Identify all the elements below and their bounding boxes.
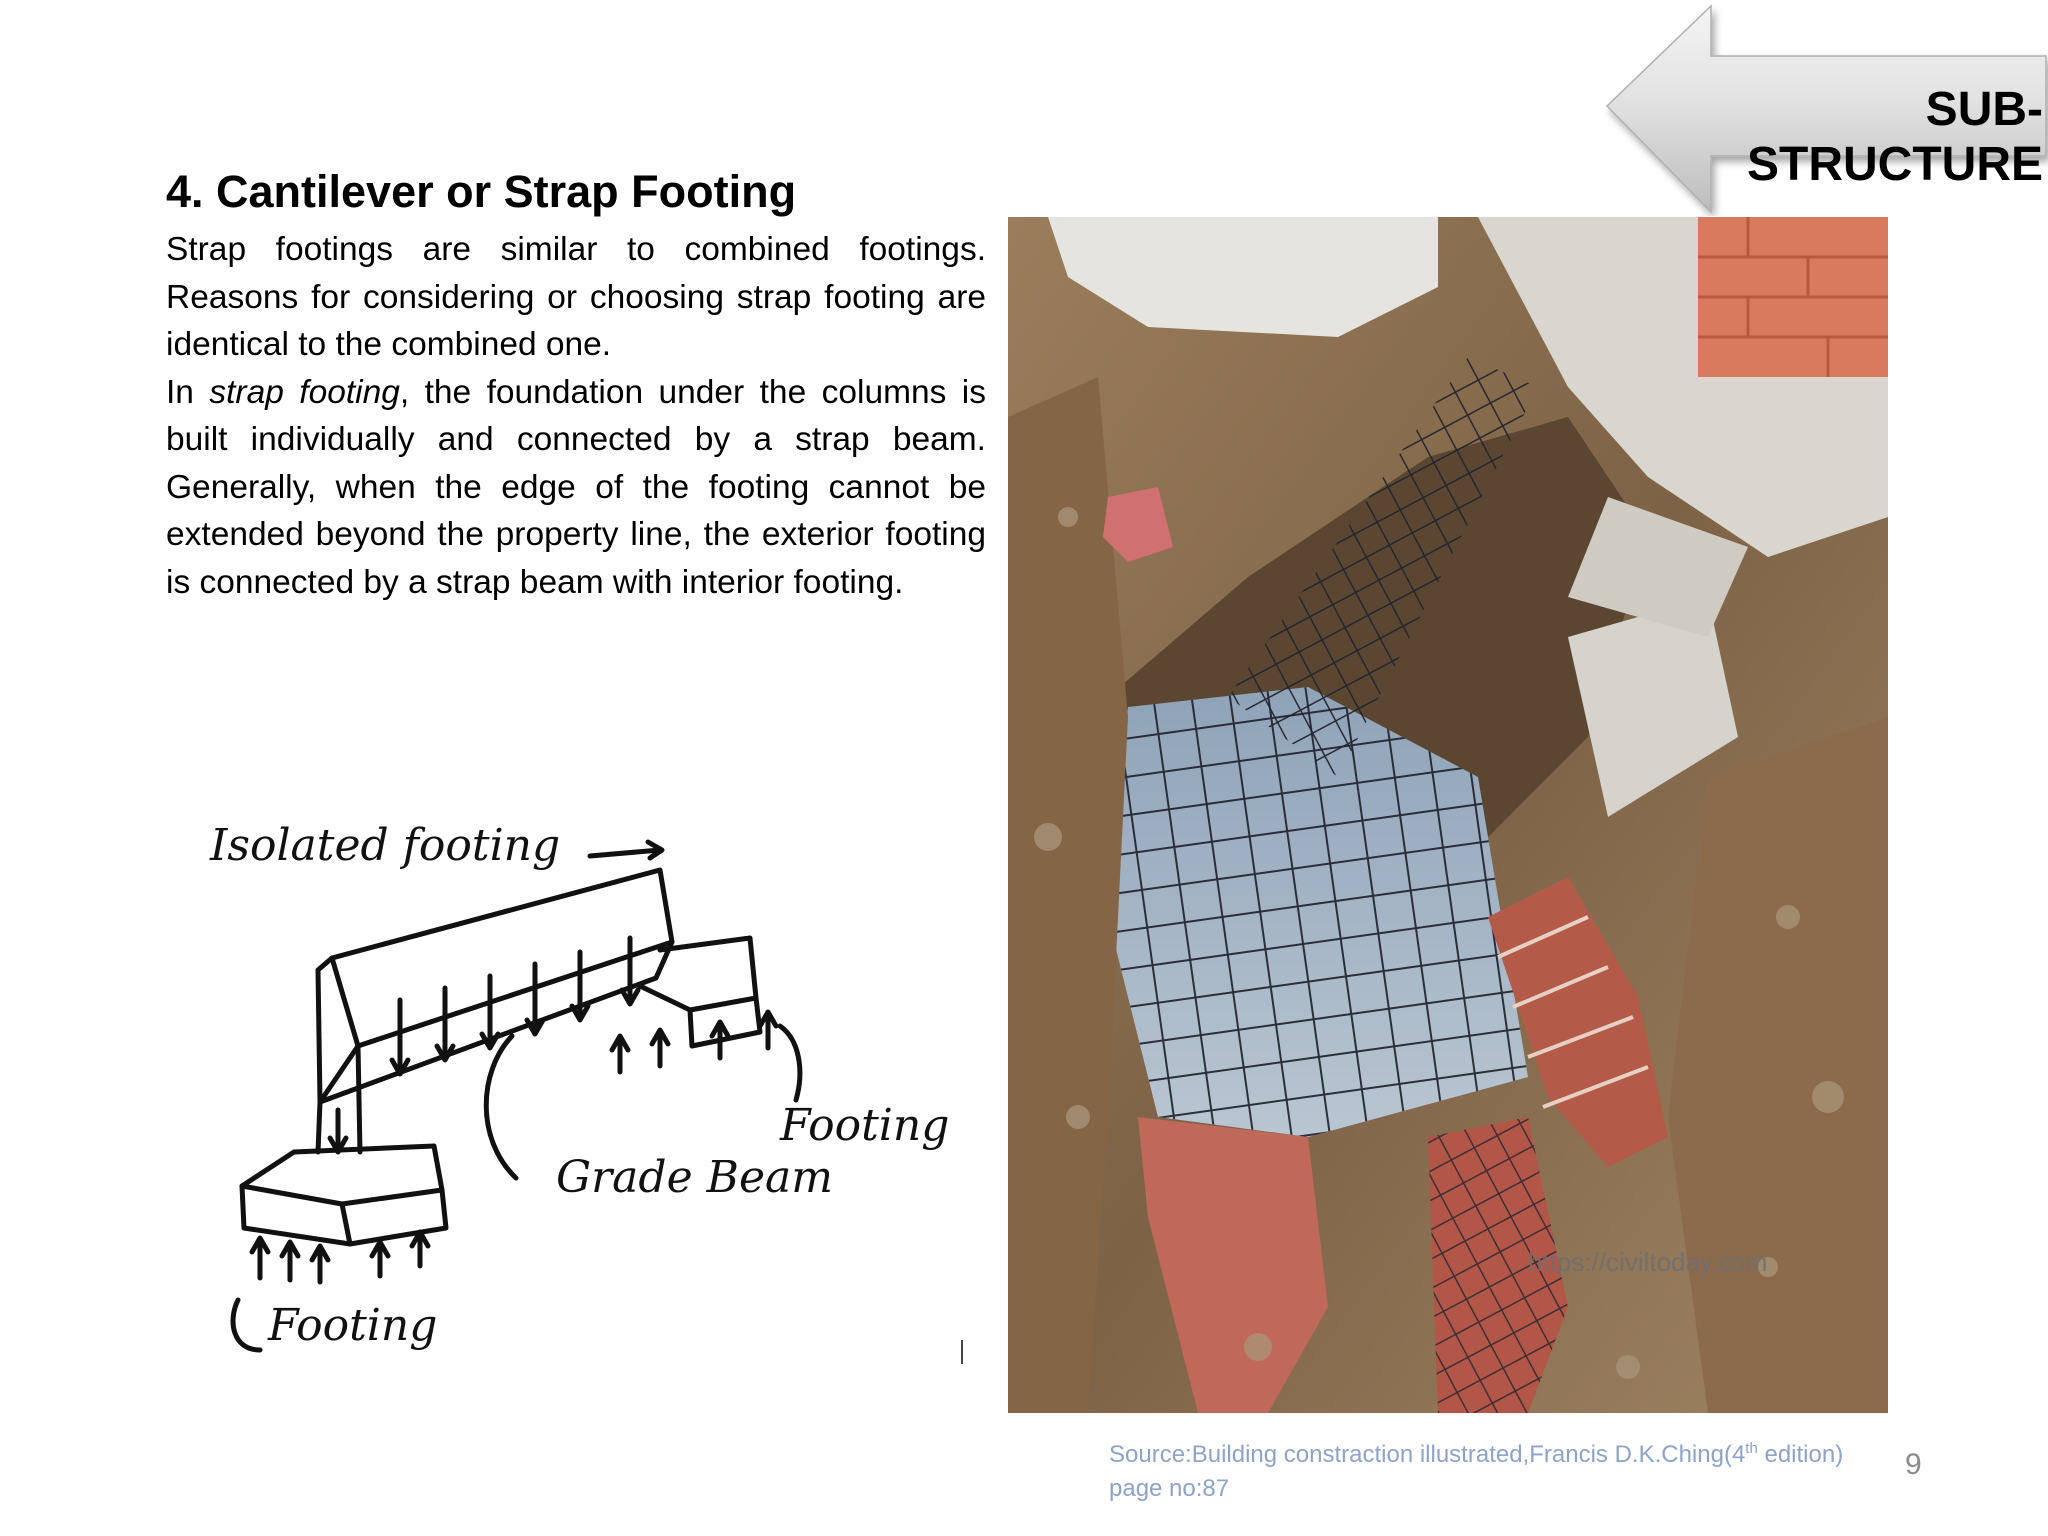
construction-photo <box>1008 217 1888 1413</box>
page-number: 9 <box>1905 1448 1922 1481</box>
source-caption <box>1109 1432 1909 1506</box>
label-isolated-footing: Isolated footing <box>210 820 561 871</box>
paragraph-2 <box>166 369 986 607</box>
paragraph-2-emphasis: strap footing <box>209 373 400 411</box>
source-line-1 <box>1109 1432 1909 1472</box>
paragraph-2-rest: , the foundation under the columns is built individually and connected by a strap beam. Generally, when the edge of the footing cannot be extended beyond the property line, the exterior footing is connected by a strap beam with interior footing. <box>166 373 986 601</box>
strap-footing-sketch <box>210 810 950 1370</box>
label-grade-beam: Grade Beam <box>556 1152 833 1203</box>
source-edition-sup: th <box>1745 1440 1758 1457</box>
source-line-1-suffix: edition) <box>1757 1441 1844 1468</box>
photo-watermark: https://civiltoday.com <box>1528 1247 1768 1277</box>
source-line-1-prefix: Source:Building constraction illustrated,Francis D.K.Ching(4 <box>1109 1441 1746 1468</box>
photo-illustration <box>1008 217 1888 1413</box>
label-footing-left: Footing <box>268 1300 438 1351</box>
section-label: SUB-STRUCTURE <box>1747 83 2043 191</box>
stray-mark <box>961 1340 963 1364</box>
label-footing-right: Footing <box>780 1100 950 1151</box>
paragraph-1: Strap footings are similar to combined footings. Reasons for considering or choosing strap footing are identical to the combined one. <box>166 231 986 363</box>
slide-heading: 4. Cantilever or Strap Footing <box>166 166 797 217</box>
body-text <box>166 226 986 606</box>
source-line-2: page no:87 <box>1109 1475 1230 1502</box>
paragraph-2-prefix: In <box>166 373 210 411</box>
sketch-drawing <box>220 810 920 1370</box>
section-banner <box>1605 4 2048 216</box>
